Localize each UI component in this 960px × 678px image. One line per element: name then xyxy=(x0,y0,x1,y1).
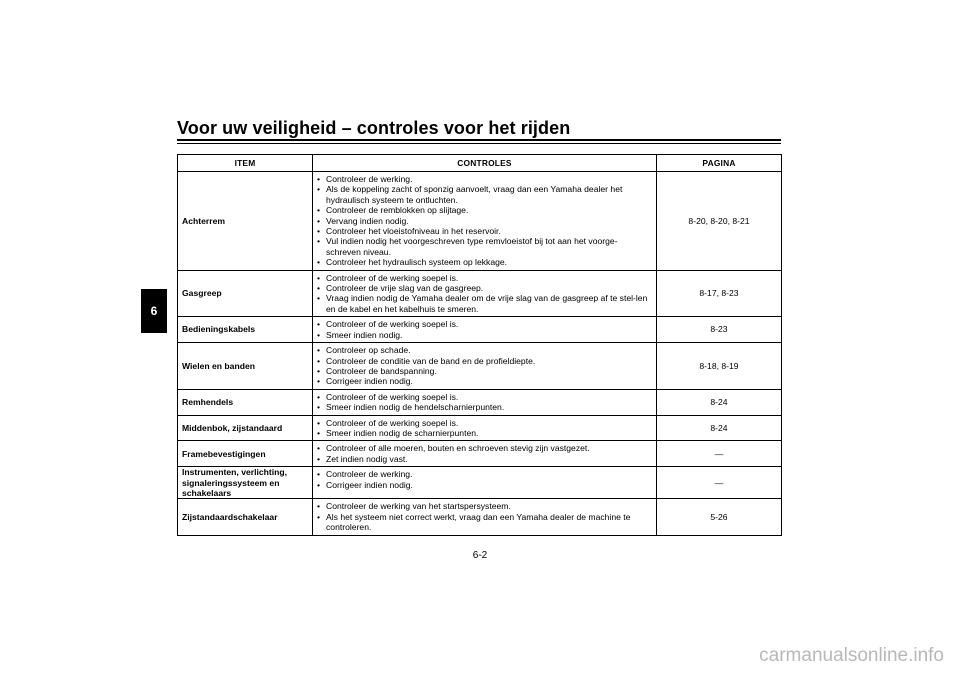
table-row xyxy=(178,389,782,415)
table-row xyxy=(178,270,782,317)
row-page-reference: — xyxy=(657,467,782,499)
check-item: • Controleer de werking. xyxy=(317,174,652,184)
checks-list xyxy=(317,418,652,439)
row-checks xyxy=(313,499,657,535)
table-row xyxy=(178,172,782,271)
table-row xyxy=(178,343,782,390)
table-header-row xyxy=(178,155,782,172)
check-item: • Controleer de werking van het startspersysteem. xyxy=(317,501,652,511)
check-item: • Als de koppeling zacht of sponzig aanvoelt, vraag dan een Yamaha dealer het hydraulisch systeem te ontluchten. xyxy=(317,184,652,205)
check-item: • Als het systeem niet correct werkt, vraag dan een Yamaha dealer de machine te controleren. xyxy=(317,512,652,533)
check-item: • Controleer op schade. xyxy=(317,345,652,355)
check-item: • Smeer indien nodig de scharnierpunten. xyxy=(317,428,652,438)
header-page: PAGINA xyxy=(657,155,782,172)
row-checks xyxy=(313,317,657,343)
table-row xyxy=(178,467,782,499)
check-item: • Corrigeer indien nodig. xyxy=(317,480,652,490)
table-row xyxy=(178,415,782,441)
checks-list xyxy=(317,443,652,464)
row-page-reference: 5-26 xyxy=(657,499,782,535)
header-checks: CONTROLES xyxy=(313,155,657,172)
check-item: • Controleer of de werking soepel is. xyxy=(317,273,652,283)
row-page-reference: 8-20, 8-20, 8-21 xyxy=(657,172,782,271)
row-item-name: Bedieningskabels xyxy=(178,317,313,343)
page-number: 6-2 xyxy=(472,550,488,561)
row-item-name: Framebevestigingen xyxy=(178,441,313,467)
check-item: • Controleer of de werking soepel is. xyxy=(317,418,652,428)
row-checks xyxy=(313,389,657,415)
checks-list xyxy=(317,273,652,315)
row-item-name: Remhendels xyxy=(178,389,313,415)
page-title: Voor uw veiligheid – controles voor het rijden xyxy=(177,118,571,138)
check-item: • Controleer of de werking soepel is. xyxy=(317,319,652,329)
check-item: • Controleer de werking. xyxy=(317,469,652,479)
check-item: • Vraag indien nodig de Yamaha dealer om de vrije slag van de gasgreep af te stel-len en de kabel en het kabelhuis te smeren. xyxy=(317,293,652,314)
row-page-reference: 8-17, 8-23 xyxy=(657,270,782,317)
watermark: carmanualsonline.info xyxy=(759,645,944,666)
header-item: ITEM xyxy=(178,155,313,172)
check-item: • Zet indien nodig vast. xyxy=(317,454,652,464)
row-item-name: Middenbok, zijstandaard xyxy=(178,415,313,441)
row-page-reference: 8-24 xyxy=(657,415,782,441)
check-item: • Controleer de remblokken op slijtage. xyxy=(317,205,652,215)
check-item: • Controleer of alle moeren, bouten en schroeven stevig zijn vastgezet. xyxy=(317,443,652,453)
row-page-reference: 8-24 xyxy=(657,389,782,415)
check-item: • Controleer de bandspanning. xyxy=(317,366,652,376)
row-checks xyxy=(313,343,657,390)
check-item: • Controleer de vrije slag van de gasgreep. xyxy=(317,283,652,293)
table-row xyxy=(178,499,782,535)
row-page-reference: 8-18, 8-19 xyxy=(657,343,782,390)
check-item: • Vervang indien nodig. xyxy=(317,216,652,226)
table-row xyxy=(178,441,782,467)
chapter-tab: 6 xyxy=(141,289,167,333)
checks-list xyxy=(317,345,652,387)
check-item: • Controleer het vloeistofniveau in het reservoir. xyxy=(317,226,652,236)
row-item-name: Gasgreep xyxy=(178,270,313,317)
check-item: • Controleer de conditie van de band en de profieldiepte. xyxy=(317,356,652,366)
row-checks xyxy=(313,270,657,317)
checks-list xyxy=(317,501,652,532)
checks-list xyxy=(317,174,652,268)
check-item: • Smeer indien nodig. xyxy=(317,330,652,340)
checks-list xyxy=(317,319,652,340)
row-checks xyxy=(313,467,657,499)
row-item-name: Zijstandaardschakelaar xyxy=(178,499,313,535)
checks-list xyxy=(317,392,652,413)
row-checks xyxy=(313,172,657,271)
row-checks xyxy=(313,441,657,467)
row-item-name: Instrumenten, verlichting, signaleringssysteem en schakelaars xyxy=(178,467,313,499)
row-item-name: Wielen en banden xyxy=(178,343,313,390)
row-checks xyxy=(313,415,657,441)
row-page-reference: — xyxy=(657,441,782,467)
row-item-name: Achterrem xyxy=(178,172,313,271)
check-item: • Controleer het hydraulisch systeem op lekkage. xyxy=(317,257,652,267)
title-rule-thin xyxy=(177,143,781,144)
table-row xyxy=(178,317,782,343)
row-page-reference: 8-23 xyxy=(657,317,782,343)
check-item: • Controleer of de werking soepel is. xyxy=(317,392,652,402)
check-item: • Vul indien nodig het voorgeschreven type remvloeistof bij tot aan het voorge-schreven niveau. xyxy=(317,236,652,257)
checks-list xyxy=(317,469,652,490)
title-rule xyxy=(177,139,781,141)
check-item: • Smeer indien nodig de hendelscharnierpunten. xyxy=(317,402,652,412)
check-item: • Corrigeer indien nodig. xyxy=(317,376,652,386)
checks-table xyxy=(177,154,782,536)
